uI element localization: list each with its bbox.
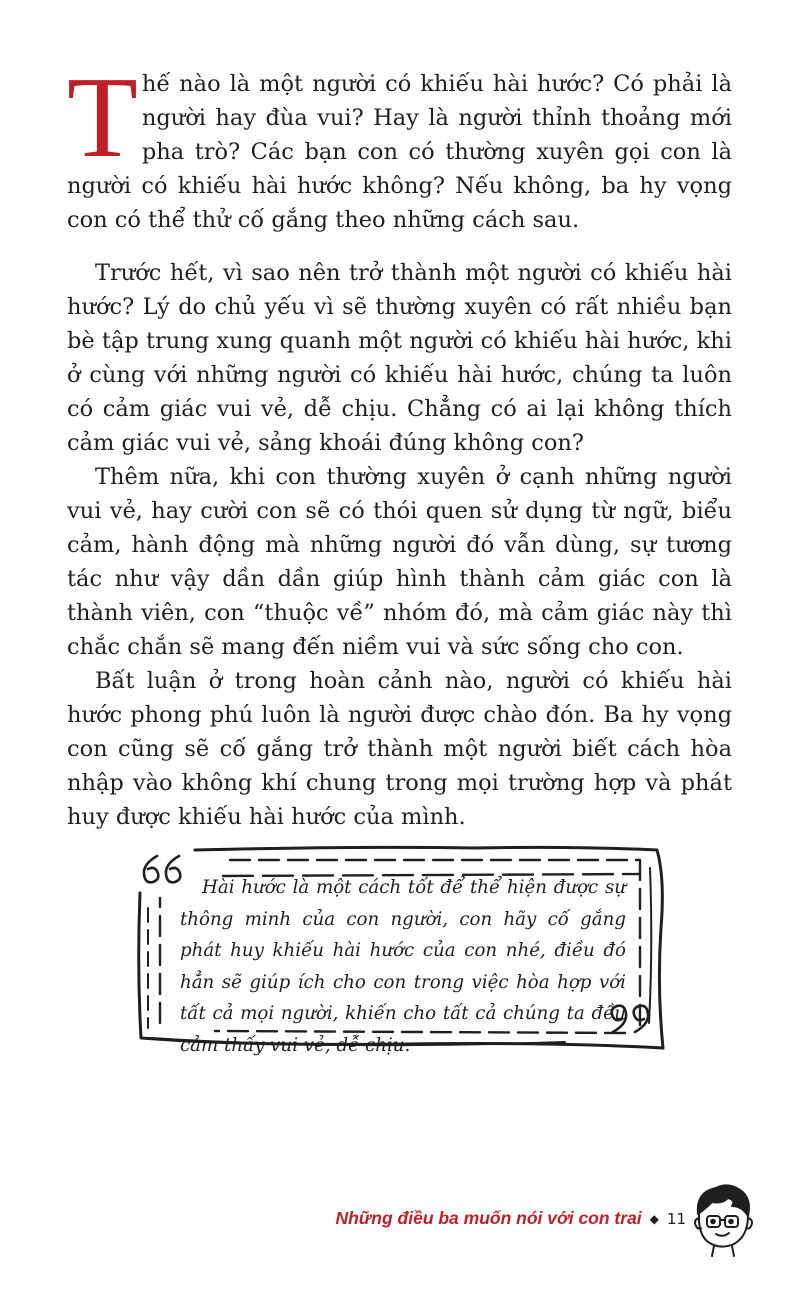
quote-body: Hài hước là một cách tốt để thể hiện được sự thông minh của con người, con hãy cố gắng phát huy khiếu hài hước của con nhé, điều đó hẳn sẽ giúp ích cho con trong việc hòa hợp với tất cả mọi người, khiến cho tất cả chúng ta đều cảm thấy vui vẻ, dễ chịu. [180,877,626,1056]
open-quote-icon [144,856,180,882]
footer-separator: ◆ [649,1211,659,1226]
paragraph-1 [67,54,732,237]
drop-cap: T [67,54,138,182]
page-number: 11 [666,1209,686,1228]
quote-text [180,872,626,1061]
paragraph-4: Bất luận ở trong hoàn cảnh nào, người có khiếu hài hước phong phú luôn là người được chào đón. Ba hy vọng con cũng sẽ cố gắng trở thành một người biết cách hòa nhập vào không khí chung trong mọi trường hợp và phát huy được khiếu hài hước của mình. [67,668,732,830]
book-title: Những điều ba muốn nói với con trai [335,1208,642,1228]
paragraph-2: Trước hết, vì sao nên trở thành một người có khiếu hài hước? Lý do chủ yếu vì sẽ thường xuyên có rất nhiều bạn bè tập trung xung quanh một người có khiếu hài hước, khi ở cùng với những người có khiếu hài hước, chúng ta luôn có cảm giác vui vẻ, dễ chịu. Chẳng có ai lại không thích cảm giác vui vẻ, sảng khoái đúng không con? [67,260,732,456]
page-footer [335,1208,686,1229]
boy-face-icon [692,1180,754,1258]
paragraph-1-text: hế nào là một người có khiếu hài hước? Có phải là người hay đùa vui? Hay là người thỉnh thoảng mới pha trò? Các bạn con có thường xuyên gọi con là người có khiếu hài hước không? Nếu không, ba hy vọng con có thể thử cố gắng theo những cách sau. [67,71,732,233]
paragraph-3: Thêm nữa, khi con thường xuyên ở cạnh những người vui vẻ, hay cười con sẽ có thói quen sử dụng từ ngữ, biểu cảm, hành động mà những người đó vẫn dùng, sự tương tác như vậy dần dần giúp hình thành cảm giác con là thành viên, con “thuộc về” nhóm đó, mà cảm giác này thì chắc chắn sẽ mang đến niềm vui và sức sống cho con. [67,464,732,660]
